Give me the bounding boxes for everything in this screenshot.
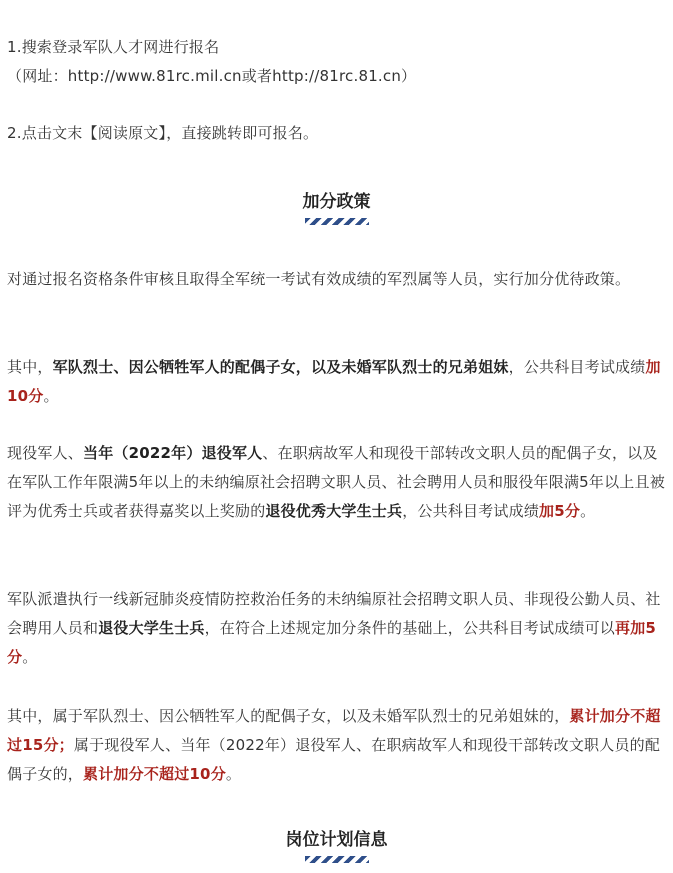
signup-url-line: （网址：http://www.81rc.mil.cn或者http://81rc.81.cn）: [7, 67, 417, 85]
stripe-divider: [305, 856, 369, 863]
text-run: 、在职病故军人和现役干部转改文职人员的配偶子女，以及在军队工作年限满5年以上的未纳编原社会招聘文职人员、社会聘用人员和服役年限满5年以上且被评为优秀士兵或者获得嘉奖以上奖励的: [7, 444, 665, 520]
policy-paragraph-3: [7, 439, 669, 526]
signup-step2: 2.点击文末【阅读原文】，直接跳转即可报名。: [7, 124, 319, 142]
bold-run: 退役优秀大学生士兵: [265, 502, 403, 520]
text-run: ，公共科目考试成绩: [508, 358, 646, 376]
text-run: 属于现役军人、当年（2022年）退役军人、在职病故军人和现役干部转改文职人员的配偶子女的，: [7, 736, 661, 783]
text-run: 其中，: [7, 358, 53, 376]
red-emphasis-run: 累计加分不超过10分: [83, 765, 226, 783]
policy-paragraph-1: 对通过报名资格条件审核且取得全军统一考试有效成绩的军烈属等人员，实行加分优待政策。: [7, 270, 631, 288]
section-heading-policy: [0, 190, 673, 225]
section-title: 岗位计划信息: [285, 830, 388, 850]
section-heading-positions: [0, 828, 673, 863]
text-run: ，在符合上述规定加分条件的基础上，公共科目考试成绩可以: [204, 619, 616, 637]
text-run: 。: [225, 765, 242, 783]
text-run: ，公共科目考试成绩: [402, 502, 540, 520]
text-run: 其中，属于军队烈士、因公牺牲军人的配偶子女，以及未婚军队烈士的兄弟姐妹的，: [7, 707, 570, 725]
red-emphasis-run: 累计加分不超过15分；: [7, 707, 661, 754]
text-run: 现役军人、: [7, 444, 84, 462]
bold-run: 军队烈士、因公牺牲军人的配偶子女，以及未婚军队烈士的兄弟姐妹: [52, 358, 509, 376]
bold-run: 当年（2022年）退役军人: [83, 444, 263, 462]
policy-paragraph-5: [7, 702, 669, 789]
red-emphasis-run: 加10分: [7, 358, 661, 405]
signup-step1: 1.搜索登录军队人才网进行报名: [7, 38, 220, 56]
section-title: 加分政策: [302, 192, 371, 212]
red-emphasis-run: 加5分: [539, 502, 581, 520]
stripe-divider: [305, 218, 369, 225]
policy-paragraph-2: [7, 353, 669, 411]
text-run: 。: [43, 387, 59, 405]
text-run: 。: [580, 502, 596, 520]
bold-run: 退役大学生士兵: [98, 619, 205, 637]
policy-paragraph-4: [7, 585, 669, 672]
red-emphasis-run: 再加5分: [7, 619, 657, 666]
text-run: 军队派遣执行一线新冠肺炎疫情防控救治任务的未纳编原社会招聘文职人员、非现役公勤人员、社会聘用人员和: [7, 590, 661, 637]
text-run: 。: [22, 648, 38, 666]
